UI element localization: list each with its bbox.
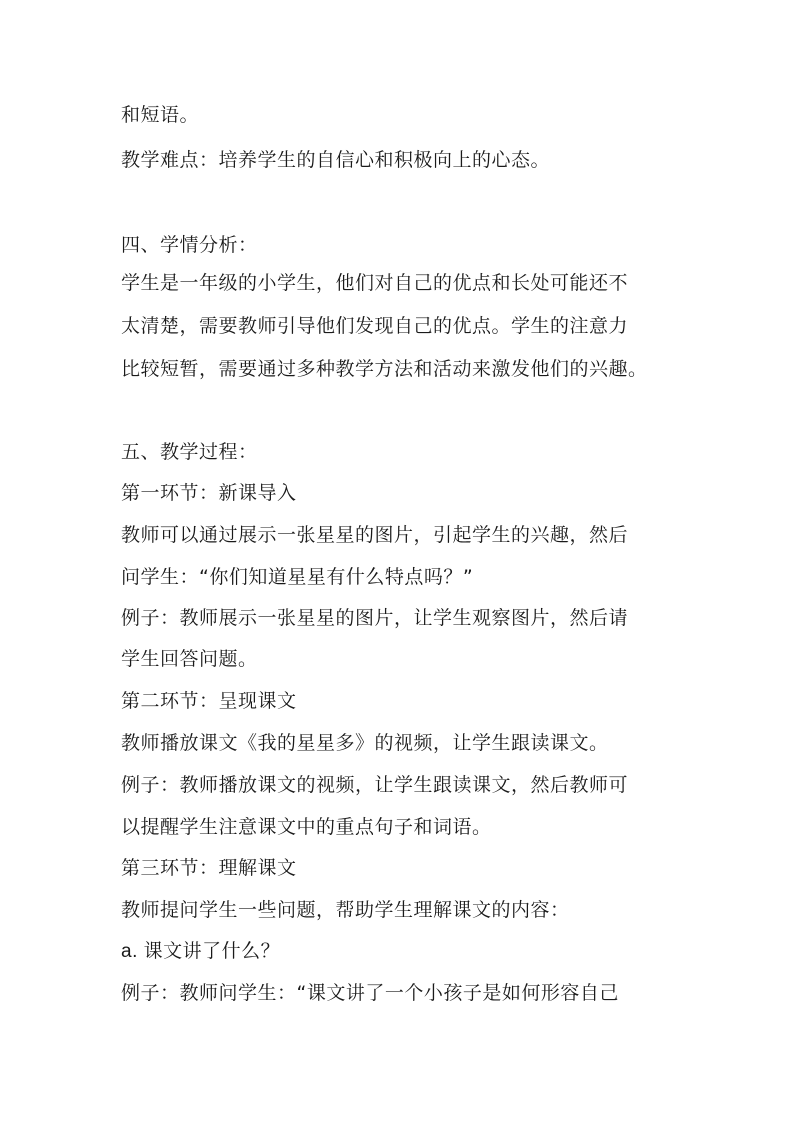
text-line-example-two-2: 以提醒学生注意课文中的重点句子和词语。 [121,816,492,838]
text-line-step-one-1: 教师可以通过展示一张星星的图片，引起学生的兴趣，然后 [121,524,629,546]
text-line-example-one-2: 学生回答问题。 [121,648,258,670]
text-line-student-analysis-1: 学生是一年级的小学生，他们对自己的优点和长处可能还不 [121,272,629,294]
text-line-example-one-1: 例子：教师展示一张星星的图片，让学生观察图片，然后请 [121,607,629,629]
text-line-student-analysis-3: 比较短暂，需要通过多种教学方法和活动来激发他们的兴趣。 [121,358,648,380]
section-heading-student-analysis: 四、学情分析： [121,234,258,256]
text-line-continuation: 和短语。 [121,104,200,126]
subheading-step-three: 第三环节：理解课文 [121,857,297,879]
text-line-example-two-1: 例子：教师播放课文的视频，让学生跟读课文，然后教师可 [121,774,629,796]
text-line-example-three: 例子：教师问学生：“课文讲了一个小孩子是如何形容自己 [121,982,619,1004]
subheading-step-one: 第一环节：新课导入 [121,482,297,504]
text-line-step-one-2: 问学生：“你们知道星星有什么特点吗？” [121,566,474,588]
text-line-step-two: 教师播放课文《我的星星多》的视频，让学生跟读课文。 [121,732,609,754]
list-item-question-a: a. 课文讲了什么？ [121,941,281,962]
text-line-teaching-difficulty: 教学难点：培养学生的自信心和积极向上的心态。 [121,149,551,171]
text-line-step-three: 教师提问学生一些问题，帮助学生理解课文的内容： [121,899,570,921]
text-line-student-analysis-2: 太清楚，需要教师引导他们发现自己的优点。学生的注意力 [121,315,629,337]
section-heading-teaching-process: 五、教学过程： [121,441,258,463]
subheading-step-two: 第二环节：呈现课文 [121,690,297,712]
